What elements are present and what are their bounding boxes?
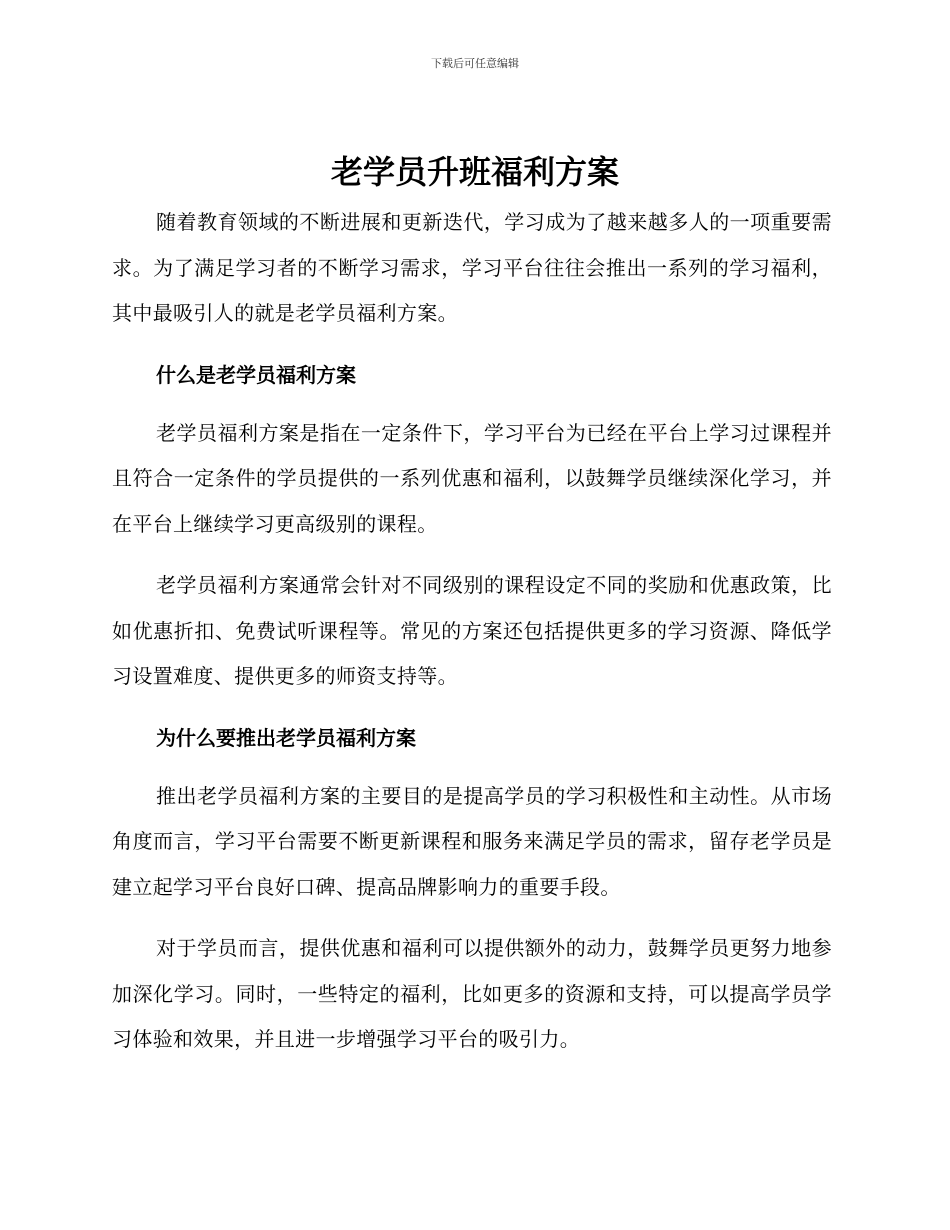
section1-paragraph-2: 老学员福利方案通常会针对不同级别的课程设定不同的奖励和优惠政策，比如优惠折扣、免费试听课程等。常见的方案还包括提供更多的学习资源、降低学习设置难度、提供更多的师资支持等。 (112, 573, 832, 688)
section-heading-what: 什么是老学员福利方案 (156, 362, 356, 387)
section-heading-why: 为什么要推出老学员福利方案 (156, 725, 416, 750)
header-note: 下载后可任意编辑 (431, 57, 519, 70)
section1-paragraph-1: 老学员福利方案是指在一定条件下，学习平台为已经在平台上学习过课程并且符合一定条件的学员提供的一系列优惠和福利，以鼓舞学员继续深化学习，并在平台上继续学习更高级别的课程。 (112, 420, 832, 536)
document-title: 老学员升班福利方案 (330, 153, 619, 191)
section2-paragraph-1: 推出老学员福利方案的主要目的是提高学员的学习积极性和主动性。从市场角度而言，学习平台需要不断更新课程和服务来满足学员的需求，留存老学员是建立起学习平台良好口碑、提高品牌影响力的重要手段。 (112, 783, 832, 899)
intro-paragraph: 随着教育领域的不断进展和更新迭代，学习成为了越来越多人的一项重要需求。为了满足学习者的不断学习需求，学习平台往往会推出一系列的学习福利，其中最吸引人的就是老学员福利方案。 (112, 210, 832, 325)
document-body (112, 200, 832, 1079)
section2-paragraph-2: 对于学员而言，提供优惠和福利可以提供额外的动力，鼓舞学员更努力地参加深化学习。同时，一些特定的福利，比如更多的资源和支持，可以提高学员学习体验和效果，并且进一步增强学习平台的吸引力。 (112, 936, 832, 1051)
